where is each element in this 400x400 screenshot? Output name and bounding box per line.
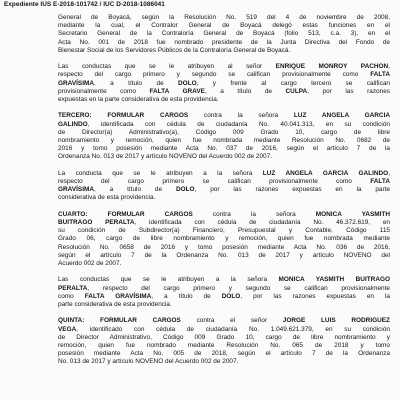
text-line (58, 342, 390, 350)
bold-text: GRAVÍSIMA (58, 79, 95, 87)
text-line (58, 260, 390, 268)
text-line (58, 47, 390, 55)
text-line (58, 145, 390, 153)
text-run: respecto del cargo primero y segundo se califican provisionalmente como (58, 71, 371, 79)
text-line (58, 137, 390, 145)
text-run: según el artículo 7 de la Ordenanza No. 013 de 2017 y artículo NOVENO del (58, 251, 390, 259)
text-line (58, 235, 390, 243)
paragraph-p2 (58, 63, 390, 104)
text-line (58, 96, 390, 104)
case-file-header: Expediente IUS E-2018-101742 / IUC D-2018-1086041 (4, 1, 165, 8)
text-run: Las conductas que se le atribuyen al señor (58, 63, 276, 71)
text-run: , y frente al cargo tercero se califican (196, 79, 390, 87)
text-run: , a título de (204, 87, 286, 95)
text-line (58, 30, 390, 38)
paragraph-p3 (58, 112, 390, 161)
text-run: La conducta que se le atribuyen a la señora (58, 169, 263, 177)
text-run: provisionalmente como (58, 87, 150, 95)
text-line (58, 252, 390, 260)
text-line (58, 358, 390, 366)
text-run: , a título de (94, 79, 179, 87)
text-run: , respecto del cargo primero y segundo se califican provisionalmente (87, 284, 390, 292)
text-run: , por las razones expuestas en la (240, 292, 390, 300)
paragraph-p7 (58, 317, 390, 366)
text-line (58, 22, 390, 30)
text-run: General de Boyacá, según la Resolución No. 519 del 4 de noviembre de 2008, (58, 14, 390, 21)
text-run: respecto del cargo primero se califican provisionalmente como (58, 178, 371, 186)
text-run: , a título de (151, 292, 222, 300)
text-run: Grado 06, cargo de libre nombramiento y remoción, quien fue nombrada mediante (58, 235, 390, 243)
text-run: como (58, 292, 85, 300)
paragraph-p1 (58, 14, 390, 55)
document-body (58, 14, 390, 375)
text-line (58, 153, 390, 161)
text-run: Bienestar Social de los Servidores Públicos de la Contraloría General de Boyacá. (58, 46, 291, 54)
text-run: , a título de (94, 186, 176, 194)
text-run: 2016 y tomo posesión mediante Acta No. 037 de 2016, según el artículo 7 de la (58, 145, 390, 153)
text-run: contra el señor (180, 317, 283, 325)
text-run: de Director(a) Administrativo(a), Código 009 Grado 10, cargo de libre (58, 128, 390, 136)
bold-text: ENRIQUE MONROY PACHON (275, 63, 389, 71)
bold-text: VEGA (58, 325, 77, 333)
text-run: , (388, 63, 390, 71)
text-run: Acuerdo 002 de 2007. (58, 260, 122, 268)
text-line (58, 301, 390, 309)
paragraph-p5 (58, 211, 390, 268)
text-run: su condición de Subdirector(a) Financiero, Presupuestal y Contable, Código 115 (58, 227, 390, 235)
text-line (58, 14, 390, 22)
text-line (58, 285, 390, 293)
bold-text: CULPA (285, 87, 308, 95)
text-run: expuestas en la parte considerativa de esta providencia. (58, 96, 219, 104)
bold-text: FALTA (370, 71, 390, 79)
bold-text: DOLO (221, 292, 241, 300)
text-line (58, 71, 390, 79)
text-line (58, 170, 390, 178)
bold-text: GALINDO (58, 120, 88, 128)
text-run: contra la señora (188, 112, 294, 120)
bold-text: MONICA YASMITH (315, 210, 390, 218)
bold-text: LUZ ANGELA GARCIA (293, 112, 391, 120)
bold-text: LUZ ANGELA GARCIA GALINDO (262, 169, 389, 177)
text-line (58, 293, 390, 301)
text-line (58, 121, 390, 129)
text-run: posesión mediante Acta No. 005 de 2018, según el artículo 7 de la Ordenanza (58, 350, 390, 358)
text-run: , por las razones (307, 87, 391, 95)
text-run: mediante la cual, el Contralor General de Boyacá delegó estas funciones en el (58, 22, 390, 30)
bold-text: FALTA GRAVÍSIMA (84, 292, 152, 300)
text-line (58, 219, 390, 227)
text-run: , identificada con cédula de ciudadanía No. 46.372.619, en (134, 219, 390, 227)
text-run: , por las razones expuestas en la parte (194, 186, 391, 194)
paragraph-p6 (58, 276, 390, 309)
text-line (58, 39, 390, 47)
text-run: remoción, quien fue nombrado mediante Resolución No. 065 de 2018 y tomo (58, 342, 390, 350)
text-run: , identificado con cédula de ciudadanía No. 1.049.621.379, en su condición (76, 325, 390, 333)
text-line (58, 276, 390, 284)
bold-text: GRAVÍSIMA (58, 186, 95, 194)
text-line (58, 129, 390, 137)
text-run: Las conductas que se le atribuyen a la señora (58, 276, 279, 284)
text-run: considerativa de esta providencia. (58, 194, 156, 202)
bold-text: FALTA (370, 178, 390, 186)
bold-text: BUITRAGO PERALTA (58, 219, 135, 227)
text-line (58, 350, 390, 358)
text-line (58, 80, 390, 88)
bold-text: DOLO (178, 79, 197, 87)
bold-text: FALTA GRAVE (149, 87, 205, 95)
text-run: de Director Administrativo, Código 009 Grado 10, cargo de libre nombramiento y (58, 333, 390, 341)
text-run: contra la señora (192, 210, 316, 218)
text-run: nombramiento y remoción, quien fue nombrada mediante Resolución No. 0682 de (58, 137, 390, 145)
text-line (58, 317, 390, 325)
paragraph-p4 (58, 170, 390, 203)
text-line (58, 244, 390, 252)
text-run: Secretario General de la Contraloría General de Boyacá (folio 513, c.a. 3), en el (58, 30, 390, 38)
text-line (58, 112, 390, 120)
bold-text: PERALTA (58, 284, 88, 292)
text-line (58, 178, 390, 186)
text-run: Acta No. 001 de 2018 fue nombrado presidente de la Junta Directiva del Fondo de (58, 38, 390, 46)
text-line (58, 194, 390, 202)
text-line (58, 63, 390, 71)
bold-text: MONICA YASMITH BUITRAGO (278, 276, 390, 284)
text-run: , identificada con cédula de ciudadanía No. 40.041.313, en su condición (87, 120, 390, 128)
text-run: No. 013 de 2017 y artículo NOVENO del Acuerdo 002 de 2007. (58, 358, 239, 366)
bold-text: JORGE LUIS RODRIGUEZ (282, 317, 390, 325)
bold-text: DOLO (175, 186, 195, 194)
text-run: Resolución No. 0658 de 2016 y tomo posesión mediante Acta No. 036 de 2016, (58, 243, 390, 251)
text-line (58, 88, 390, 96)
text-run: , (388, 169, 390, 177)
text-line (58, 326, 390, 334)
bold-text: CUARTO: FORMULAR CARGOS (58, 210, 193, 218)
bold-text: QUINTA: FORMULAR CARGOS (58, 317, 181, 325)
text-line (58, 186, 390, 194)
text-run: Ordenanza No. 013 de 2017 y artículo NOVENO del Acuerdo 002 de 2007. (58, 153, 273, 161)
text-run: parte considerativa de esta providencia. (58, 301, 172, 309)
bold-text: TERCERO: FORMULAR CARGOS (58, 112, 189, 120)
text-line (58, 211, 390, 219)
text-line (58, 334, 390, 342)
text-line (58, 227, 390, 235)
